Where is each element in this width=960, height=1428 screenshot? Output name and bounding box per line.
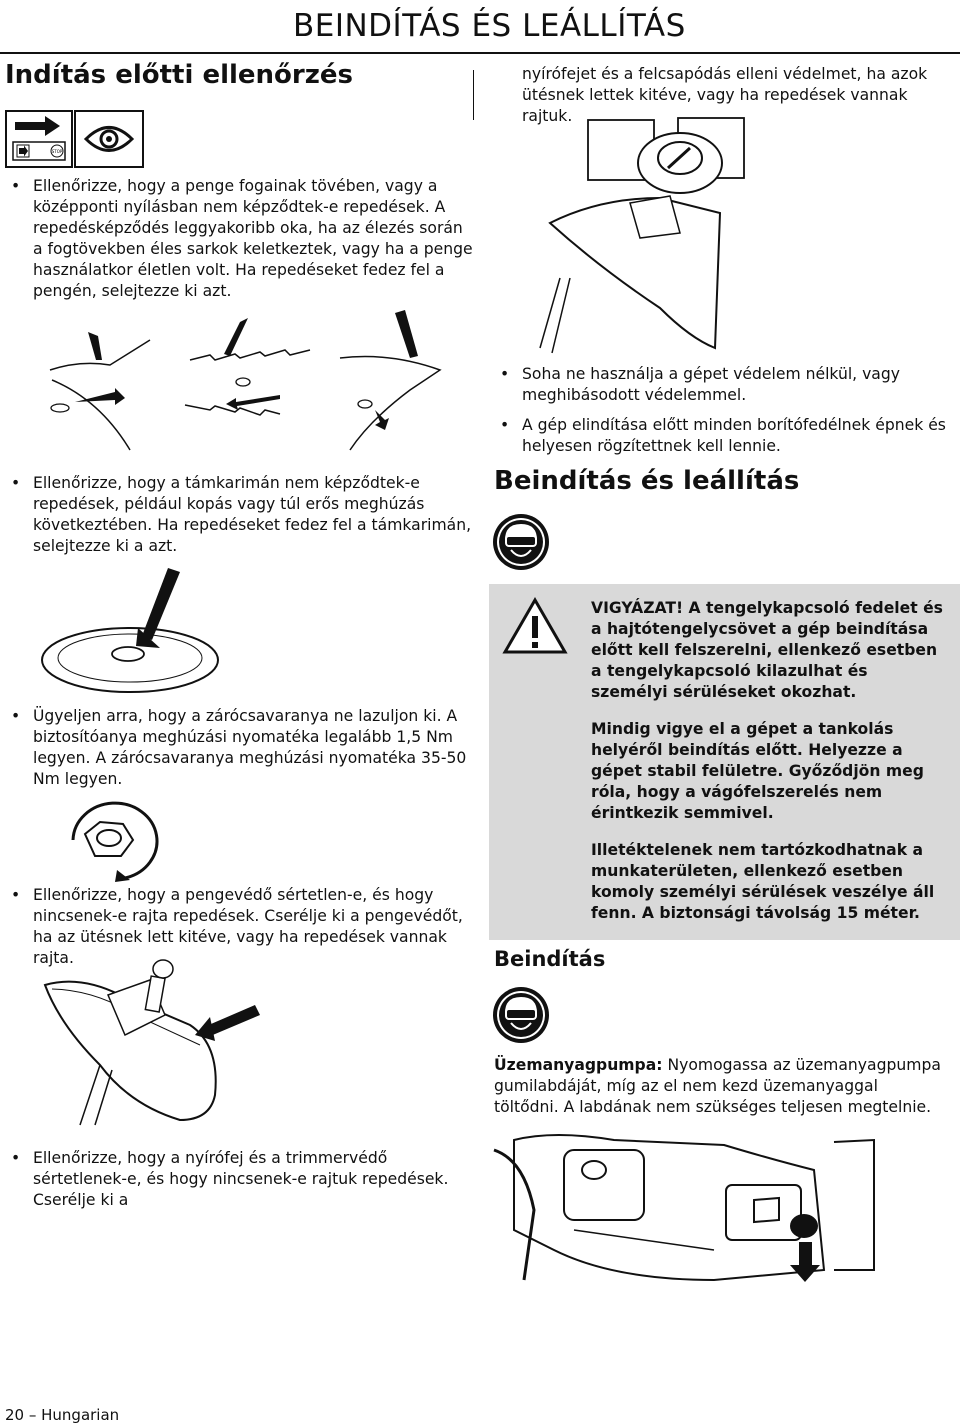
bullet-lock-nut: • Ügyeljen arra, hogy a zárócsavaranya ne lazuljon ki. A biztosítóanya meghúzási nyomatéka legalább 1,5 Nm legyen. A zárócsavaranya meghúzási nyomatéka 35-50 Nm legyen. bbox=[5, 706, 473, 790]
bullet-support-flange: • Ellenőrizze, hogy a támkarimán nem képződtek-e repedések, például kopás vagy túl erős meghúzás következtében. Ha repedéseket fedez fel a támkarimán, selejtezze ki a azt. bbox=[5, 473, 473, 557]
blade-guard-illustration bbox=[40, 955, 280, 1130]
bullet-blade-guard: • Ellenőrizze, hogy a pengevédő sértetlen-e, és hogy nincsenek-e rajta repedések. Cserélje ki a pengevédőt, ha az ütésnek lett kitéve, vagy ha repedések vannak rajta. bbox=[5, 885, 473, 969]
warning-text-safety-distance: Illetéktelenek nem tartózkodhatnak a munkaterületen, ellenkező esetben komoly személyi sérülések veszélye áll fenn. A biztonsági távolság 15 méter. bbox=[591, 841, 935, 922]
read-manual-icon bbox=[5, 110, 73, 168]
warning-triangle-icon bbox=[503, 598, 567, 654]
subsection-title-starting: Beindítás bbox=[494, 947, 606, 971]
warning-text-move-machine: Mindig vigye el a gépet a tankolás helyéről beindítás előtt. Helyezze a gépet stabil felületre. Győződjön meg róla, hogy a vágófelszerelés nem érintkezik semmivel. bbox=[591, 720, 924, 822]
column-divider bbox=[473, 70, 474, 120]
section-title-start-stop: Beindítás és leállítás bbox=[494, 466, 800, 496]
page-header-title: BEINDÍTÁS ÉS LEÁLLÍTÁS bbox=[293, 8, 686, 44]
page-footer: 20 – Hungarian bbox=[5, 1406, 120, 1424]
bullet-never-without-guard: • Soha ne használja a gépet védelem nélkül, vagy meghibásodott védelemmel. bbox=[494, 364, 960, 406]
intro-paragraph: nyírófejet és a felcsapódás elleni védelmet, ha azok ütésnek lettek kitéve, vagy ha repedések vannak rajtuk. bbox=[522, 65, 928, 125]
blade-crack-illustration bbox=[40, 310, 450, 455]
fuel-pump-illustration bbox=[494, 1130, 874, 1290]
bullet-trimmer-head: • Ellenőrizze, hogy a nyírófej és a trimmervédő sértetlenek-e, és hogy nincsenek-e rajtuk repedések. Cserélje ki a bbox=[5, 1148, 473, 1211]
protective-equipment-icon bbox=[491, 512, 551, 572]
support-flange-illustration bbox=[40, 568, 260, 698]
eye-icon bbox=[74, 110, 144, 168]
lock-nut-illustration bbox=[65, 800, 165, 882]
fuel-pump-label: Üzemanyagpumpa: bbox=[494, 1056, 663, 1074]
fuel-pump-text: Nyomogassa az üzemanyagpumpa gumilabdáját, míg az el nem kezd üzemanyaggal töltődni. A labdának nem szükséges teljesen megtelnie. bbox=[494, 1056, 941, 1116]
section-title-pre-start-check: Indítás előtti ellenőrzés bbox=[5, 60, 353, 90]
bullet-covers-intact: • A gép elindítása előtt minden borítófedélnek épnek és helyesen rögzítettnek kell lennie. bbox=[494, 415, 960, 457]
protective-equipment-icon-2 bbox=[491, 985, 551, 1045]
fuel-pump-paragraph bbox=[494, 1055, 944, 1118]
header-rule bbox=[0, 52, 960, 54]
stop-label: STOP bbox=[51, 149, 63, 154]
trimmer-head-illustration bbox=[540, 118, 770, 368]
warning-text-clutch: VIGYÁZAT! A tengelykapcsoló fedelet és a hajtótengelycsövet a gép beindítása előtt kell felszerelni, ellenkező esetben a tengelykapcsoló kilazulhat és személyi sérüléseket okozhat. bbox=[591, 599, 943, 701]
bullet-blade-cracks: • Ellenőrizze, hogy a penge fogainak tövében, vagy a középponti nyílásban nem képződtek-e repedések. A repedésképződés leggyakoribb oka, ha az élezés során a fogtövekben éles sarkok keletkeztek, vagy ha a penge használatkor életlen volt. Ha repedéseket fedez fel a pengén, selejtezze ki azt. bbox=[5, 176, 473, 302]
